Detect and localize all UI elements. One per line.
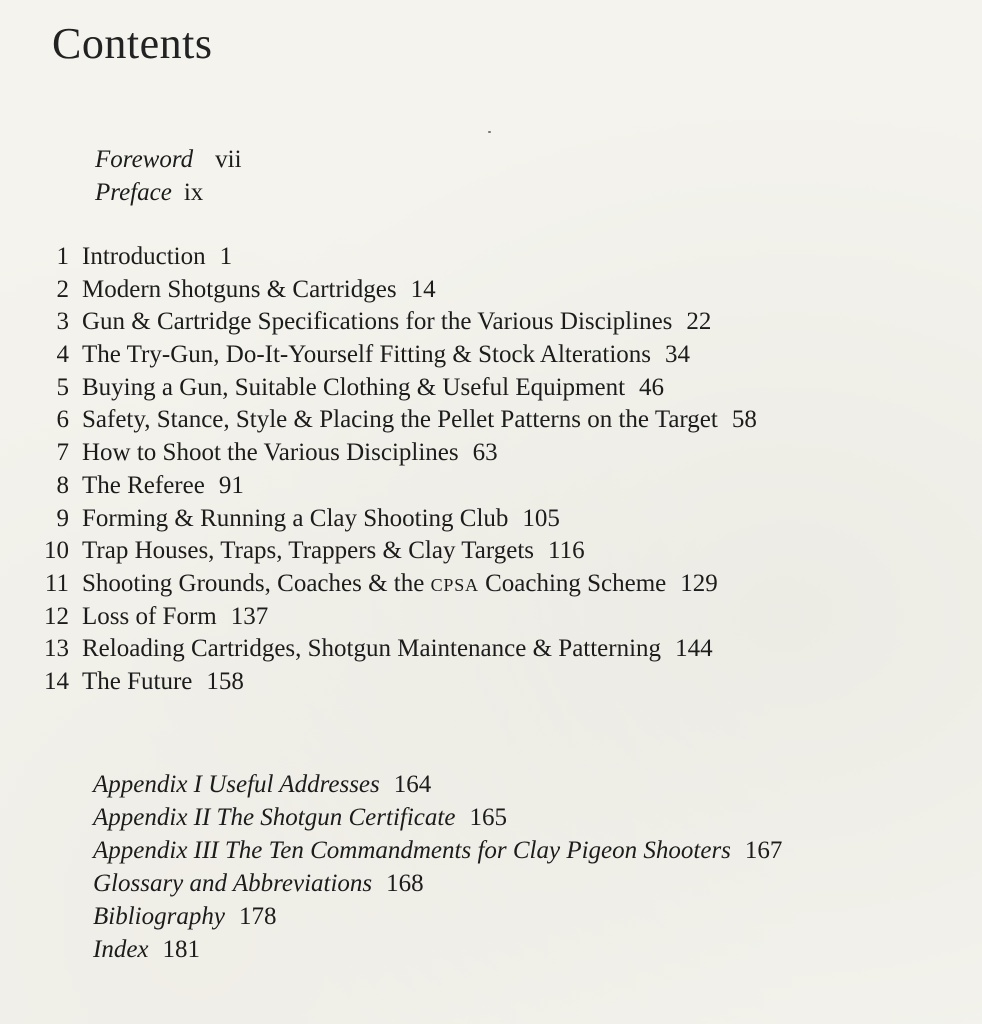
chapter-number: 10 xyxy=(44,537,69,565)
paper-speck xyxy=(488,131,491,133)
chapter-page: 46 xyxy=(639,373,665,401)
appendix-page: 181 xyxy=(162,936,201,963)
appendix-page: 164 xyxy=(393,771,432,798)
chapter-title-part: Coaching Scheme xyxy=(485,569,667,597)
chapters-list xyxy=(40,241,757,699)
appendix-entry xyxy=(93,900,782,933)
prelim-label: Foreword xyxy=(95,146,194,173)
appendix-entry xyxy=(93,801,782,834)
chapter-number: 7 xyxy=(56,439,69,467)
chapter-number: 5 xyxy=(56,373,69,401)
chapter-entry xyxy=(40,339,757,372)
chapter-entry xyxy=(40,633,757,666)
chapter-title-part: Shooting Grounds, Coaches & the xyxy=(82,569,425,597)
chapter-page: 129 xyxy=(680,569,718,597)
chapter-entry xyxy=(40,372,757,405)
chapter-title: Modern Shotguns & Cartridges xyxy=(82,275,397,303)
chapter-entry xyxy=(40,666,757,699)
chapter-page: 144 xyxy=(675,635,713,663)
appendix-label: Glossary and Abbreviations xyxy=(93,870,373,897)
chapter-page: 91 xyxy=(218,471,244,499)
appendices-list xyxy=(93,768,782,966)
chapter-page: 63 xyxy=(472,439,498,467)
chapter-title: The Try-Gun, Do-It-Yourself Fitting & Stock Alterations xyxy=(82,341,651,369)
chapter-title: The Future xyxy=(82,667,193,695)
chapter-title: Forming & Running a Clay Shooting Club xyxy=(82,504,509,532)
chapter-number: 9 xyxy=(56,504,69,532)
chapter-title: Introduction xyxy=(82,243,206,270)
appendix-entry xyxy=(93,834,782,867)
appendix-label: Index xyxy=(93,936,149,963)
prelim-entry xyxy=(95,176,242,209)
chapter-entry xyxy=(40,437,757,470)
chapter-number: 6 xyxy=(56,406,69,434)
prelims-list xyxy=(95,143,242,209)
chapter-entry xyxy=(40,470,757,503)
chapter-title: Reloading Cartridges, Shotgun Maintenance & Patterning xyxy=(82,635,662,663)
chapter-page: 116 xyxy=(548,537,585,565)
chapter-entry xyxy=(40,241,757,274)
appendix-label: Appendix II The Shotgun Certificate xyxy=(93,804,456,831)
cpsa-abbreviation: CPSA xyxy=(430,574,479,595)
prelim-label: Preface xyxy=(95,179,172,206)
chapter-entry xyxy=(40,306,757,339)
chapter-entry xyxy=(40,535,757,568)
chapter-page: 1 xyxy=(219,243,233,270)
chapter-title: Gun & Cartridge Specifications for the Various Disciplines xyxy=(82,308,673,336)
chapter-page: 34 xyxy=(665,341,690,369)
appendix-label: Bibliography xyxy=(93,903,225,930)
chapter-page: 22 xyxy=(686,308,712,336)
chapter-number: 2 xyxy=(56,275,69,303)
chapter-title: Safety, Stance, Style & Placing the Pellet Patterns on the Target xyxy=(82,406,718,434)
chapter-number: 12 xyxy=(44,602,69,630)
prelim-page: ix xyxy=(183,179,204,206)
appendix-entry xyxy=(93,867,782,900)
appendix-page: 178 xyxy=(238,903,277,930)
chapter-page: 14 xyxy=(410,275,436,303)
appendix-entry xyxy=(93,933,782,966)
chapter-title: How to Shoot the Various Disciplines xyxy=(82,439,459,467)
chapter-page: 158 xyxy=(206,667,244,695)
chapter-title: The Referee xyxy=(82,471,205,499)
chapter-number: 14 xyxy=(44,667,69,695)
page-title: Contents xyxy=(52,19,213,68)
chapter-entry xyxy=(40,404,757,437)
chapter-page: 58 xyxy=(731,406,757,434)
appendix-label: Appendix I Useful Addresses xyxy=(93,771,380,798)
chapter-number: 13 xyxy=(44,635,69,663)
chapter-number: 11 xyxy=(44,569,69,597)
chapter-number: 3 xyxy=(56,308,69,336)
chapter-number: 8 xyxy=(56,471,69,499)
chapter-title xyxy=(82,568,666,601)
chapter-number: 1 xyxy=(56,243,69,270)
prelim-entry xyxy=(95,143,242,176)
appendix-page: 168 xyxy=(386,870,424,897)
chapter-title: Buying a Gun, Suitable Clothing & Useful Equipment xyxy=(82,373,626,401)
chapter-entry xyxy=(40,503,757,536)
chapter-title: Trap Houses, Traps, Trappers & Clay Targets xyxy=(82,537,535,565)
appendix-page: 167 xyxy=(744,837,783,864)
appendix-label: Appendix III The Ten Commandments for Clay Pigeon Shooters xyxy=(93,837,731,864)
chapter-number: 4 xyxy=(56,341,69,369)
chapter-entry xyxy=(40,568,757,601)
chapter-page: 105 xyxy=(522,504,560,532)
appendix-entry xyxy=(93,768,782,801)
chapter-entry xyxy=(40,274,757,307)
chapter-title: Loss of Form xyxy=(82,602,217,630)
appendix-page: 165 xyxy=(469,804,507,831)
chapter-entry xyxy=(40,601,757,634)
prelim-page: vii xyxy=(215,146,242,173)
chapter-page: 137 xyxy=(230,602,269,630)
